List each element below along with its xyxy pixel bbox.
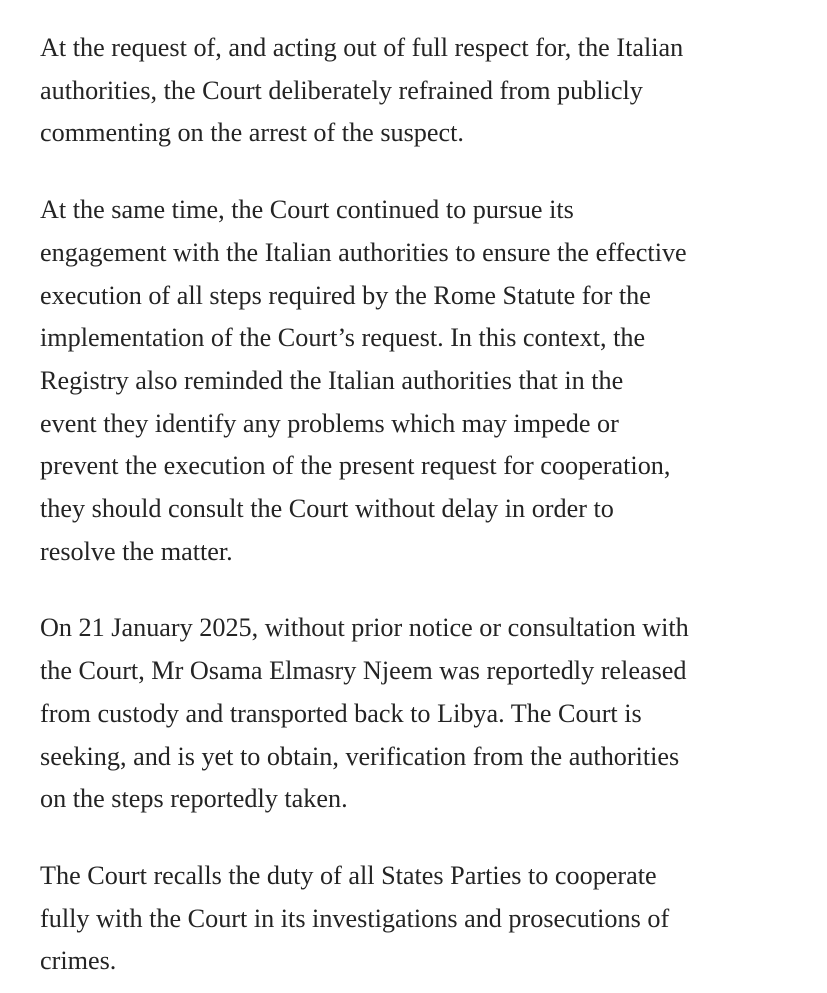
article-body bbox=[40, 27, 800, 983]
paragraph-line: resolve the matter. bbox=[40, 536, 233, 566]
paragraph-line: execution of all steps required by the Rome Statute for the bbox=[40, 280, 651, 310]
paragraph-line: event they identify any problems which may impede or bbox=[40, 408, 619, 438]
paragraph-line: At the request of, and acting out of full respect for, the Italian bbox=[40, 33, 684, 62]
paragraph-line: on the steps reportedly taken. bbox=[40, 784, 348, 814]
paragraph-line: implementation of the Court’s request. In this context, the bbox=[40, 323, 646, 353]
paragraph-line: commenting on the arrest of the suspect. bbox=[40, 118, 464, 148]
paragraph-release bbox=[40, 607, 800, 821]
paragraph-line: from custody and transported back to Libya. The Court is bbox=[40, 698, 642, 728]
paragraph-arrest-silence bbox=[40, 27, 800, 155]
paragraph-line: At the same time, the Court continued to pursue its bbox=[40, 195, 574, 225]
paragraph-line: seeking, and is yet to obtain, verification from the authorities bbox=[40, 741, 680, 771]
paragraph-line: The Court recalls the duty of all States Parties to cooperate bbox=[40, 860, 657, 890]
paragraph-line: authorities, the Court deliberately refrained from publicly bbox=[40, 75, 643, 105]
paragraph-line: crimes. bbox=[40, 946, 117, 976]
paragraph-line: they should consult the Court without delay in order to bbox=[40, 494, 614, 524]
paragraph-line: engagement with the Italian authorities to ensure the effective bbox=[40, 237, 687, 267]
paragraph-line: On 21 January 2025, without prior notice or consultation with bbox=[40, 613, 689, 643]
paragraph-duty bbox=[40, 855, 800, 983]
paragraph-line: the Court, Mr Osama Elmasry Njeem was reportedly released bbox=[40, 656, 687, 686]
paragraph-engagement bbox=[40, 189, 800, 573]
paragraph-line: fully with the Court in its investigations and prosecutions of bbox=[40, 903, 670, 933]
paragraph-line: prevent the execution of the present request for cooperation, bbox=[40, 451, 671, 481]
paragraph-line: Registry also reminded the Italian authorities that in the bbox=[40, 365, 624, 395]
